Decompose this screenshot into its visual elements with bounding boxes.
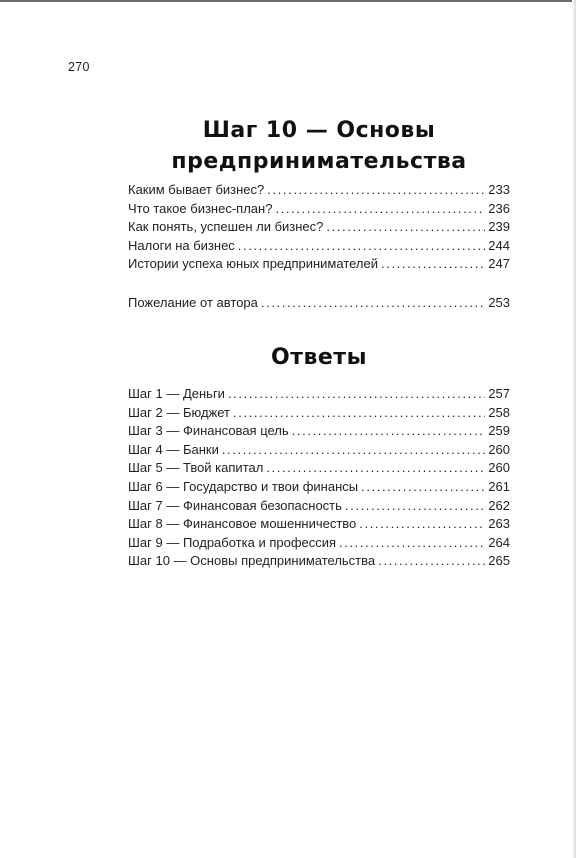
- toc-dot-leader: [275, 200, 485, 219]
- section-heading-line2: предпринимательства: [171, 149, 467, 174]
- toc-entry-label: Шаг 2 — Бюджет: [128, 404, 230, 420]
- toc-entry[interactable]: [128, 404, 510, 423]
- toc-entry[interactable]: [128, 218, 510, 237]
- toc-entry-page: 259: [488, 423, 510, 439]
- toc-entry-page: 258: [488, 404, 510, 420]
- toc-entry-label: Шаг 6 — Государство и твои финансы: [128, 478, 359, 494]
- toc-dot-leader: [266, 459, 485, 478]
- toc-entry[interactable]: [128, 385, 510, 404]
- toc-dot-leader: [381, 255, 485, 274]
- toc-entry[interactable]: [128, 255, 510, 274]
- toc-dot-leader: [345, 497, 485, 516]
- toc-answers-list: [128, 385, 510, 571]
- toc-entry-page: 233: [488, 182, 510, 197]
- toc-entry-page: 260: [488, 441, 510, 457]
- section-heading-title: Ответы: [271, 345, 367, 370]
- toc-entry-label: Шаг 5 — Твой капитал: [128, 460, 264, 476]
- toc-wish-list: [128, 294, 510, 313]
- toc-entry[interactable]: [128, 534, 510, 553]
- section-heading-step10: [128, 115, 510, 177]
- toc-dot-leader: [292, 422, 486, 441]
- toc-entry-page: 265: [488, 553, 510, 569]
- toc-entry-page: 236: [488, 200, 510, 216]
- toc-entry-label: Налоги на бизнес: [128, 237, 235, 253]
- toc-entry-page: 263: [488, 516, 510, 532]
- toc-dot-leader: [361, 478, 485, 497]
- toc-dot-leader: [326, 218, 485, 237]
- toc-dot-leader: [267, 181, 485, 200]
- toc-dot-leader: [261, 294, 485, 313]
- toc-dot-leader: [222, 441, 485, 460]
- toc-entry-page: 257: [488, 386, 510, 401]
- page-edge-shadow: [572, 0, 576, 858]
- toc-dot-leader: [238, 237, 486, 256]
- top-border: [0, 0, 576, 2]
- toc-dot-leader: [228, 385, 485, 404]
- toc-entry-page: 264: [488, 534, 510, 550]
- toc-entry-page: 244: [488, 237, 510, 253]
- toc-entry-label: Что такое бизнес-план?: [128, 200, 273, 216]
- toc-entry[interactable]: [128, 478, 510, 497]
- toc-entry[interactable]: [128, 294, 510, 313]
- toc-entry-label: Каким бывает бизнес?: [128, 182, 265, 197]
- toc-entry-page: 253: [488, 295, 510, 310]
- section-heading-line1: Шаг 10 — Основы: [202, 118, 436, 143]
- toc-entry-label: Пожелание от автора: [128, 295, 258, 310]
- toc-dot-leader: [339, 534, 485, 553]
- toc-entry-page: 260: [488, 460, 510, 476]
- page-number: 270: [68, 60, 90, 74]
- toc-entry-page: 261: [488, 478, 510, 494]
- toc-entry[interactable]: [128, 422, 510, 441]
- toc-entry[interactable]: [128, 552, 510, 571]
- toc-entry-label: Шаг 3 — Финансовая цель: [128, 423, 289, 439]
- toc-entry[interactable]: [128, 237, 510, 256]
- toc-entry-label: Как понять, успешен ли бизнес?: [128, 219, 324, 235]
- toc-step10-list: [128, 181, 510, 274]
- toc-entry[interactable]: [128, 181, 510, 200]
- toc-entry-label: Шаг 7 — Финансовая безопасность: [128, 497, 342, 513]
- toc-entry[interactable]: [128, 441, 510, 460]
- toc-entry[interactable]: [128, 200, 510, 219]
- toc-dot-leader: [359, 515, 485, 534]
- toc-dot-leader: [233, 404, 485, 423]
- toc-entry-label: Шаг 10 — Основы предпринимательства: [128, 553, 376, 569]
- toc-entry[interactable]: [128, 515, 510, 534]
- toc-entry-page: 247: [488, 256, 510, 272]
- toc-entry-page: 262: [488, 497, 510, 513]
- toc-dot-leader: [378, 552, 485, 571]
- toc-entry[interactable]: [128, 497, 510, 516]
- toc-entry-label: Шаг 1 — Деньги: [128, 386, 225, 401]
- toc-entry-label: Шаг 8 — Финансовое мошенничество: [128, 516, 357, 532]
- toc-entry-page: 239: [488, 219, 510, 235]
- toc-entry[interactable]: [128, 459, 510, 478]
- toc-entry-label: Шаг 4 — Банки: [128, 441, 219, 457]
- toc-entry-label: Шаг 9 — Подработка и профессия: [128, 534, 337, 550]
- section-heading-answers: [128, 342, 510, 373]
- toc-entry-label: Истории успеха юных предпринимателей: [128, 256, 379, 272]
